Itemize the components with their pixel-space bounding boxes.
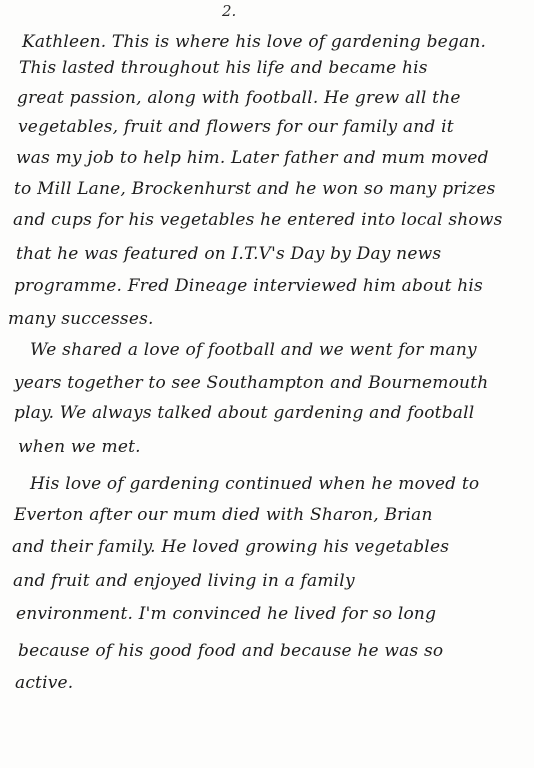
text-line: active. xyxy=(15,673,74,693)
text-line: when we met. xyxy=(18,437,141,457)
text-line: vegetables, fruit and flowers for our family and it xyxy=(18,117,454,137)
text-line: to Mill Lane, Brockenhurst and he won so many prizes xyxy=(14,179,496,199)
text-line: environment. I'm convinced he lived for so long xyxy=(16,604,437,624)
text-line: because of his good food and because he was so xyxy=(18,641,444,661)
text-line: and their family. He loved growing his vegetables xyxy=(12,537,450,557)
text-line: was my job to help him. Later father and mum moved xyxy=(16,148,489,168)
text-line: Everton after our mum died with Sharon, Brian xyxy=(14,505,433,525)
text-line: We shared a love of football and we went for many xyxy=(30,340,477,360)
text-line: play. We always talked about gardening and football xyxy=(14,403,475,423)
text-line: His love of gardening continued when he moved to xyxy=(30,474,480,494)
text-line: and cups for his vegetables he entered into local shows xyxy=(13,210,503,230)
text-line: and fruit and enjoyed living in a family xyxy=(13,571,355,591)
page-number: 2. xyxy=(222,2,237,20)
text-line: This lasted throughout his life and became his xyxy=(19,58,428,78)
text-line: great passion, along with football. He grew all the xyxy=(17,88,461,108)
text-line: programme. Fred Dineage interviewed him about his xyxy=(14,276,483,296)
text-line: years together to see Southampton and Bournemouth xyxy=(14,373,489,393)
text-line: Kathleen. This is where his love of gardening began. xyxy=(22,32,487,52)
text-line: many successes. xyxy=(8,309,154,329)
text-line: that he was featured on I.T.V's Day by Day news xyxy=(16,244,442,264)
